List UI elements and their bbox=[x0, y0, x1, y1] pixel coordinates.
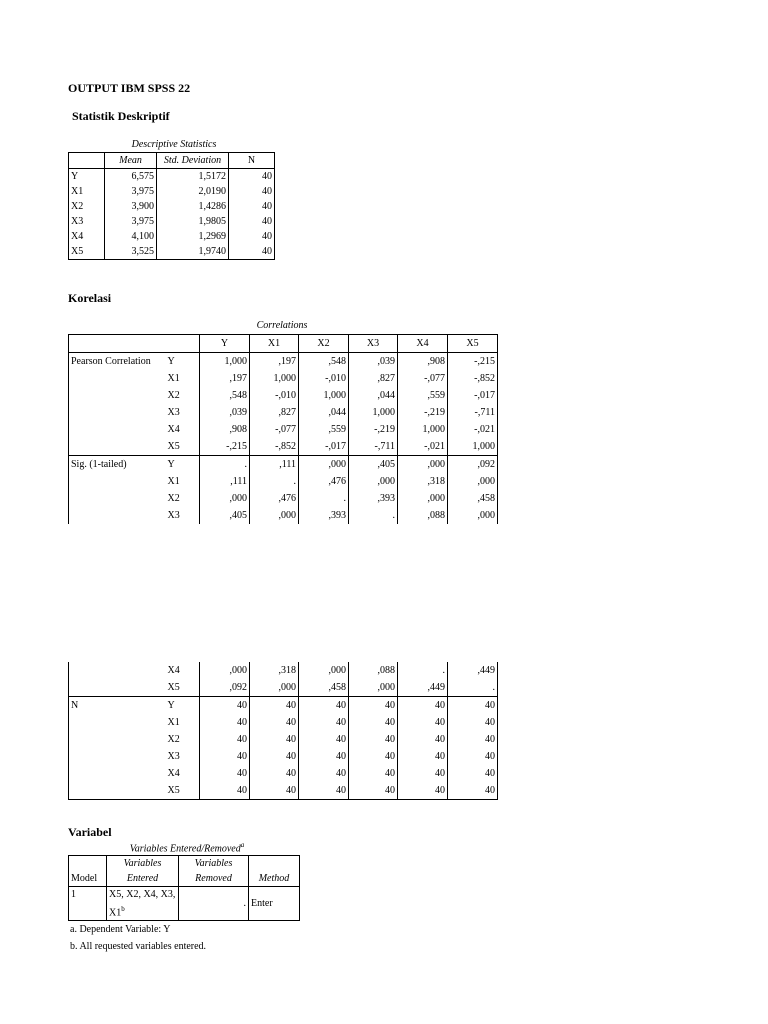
correlation-cell: 40 bbox=[349, 714, 398, 731]
table-row bbox=[69, 697, 498, 715]
table-row bbox=[69, 765, 498, 782]
group-label-pearson bbox=[69, 370, 166, 387]
variables-removed-value: . bbox=[179, 887, 249, 921]
correlation-cell: -,711 bbox=[349, 438, 398, 456]
table-row bbox=[69, 679, 498, 697]
variable-label: X2 bbox=[166, 490, 200, 507]
correlation-cell: 40 bbox=[349, 765, 398, 782]
variable-label: X4 bbox=[166, 765, 200, 782]
variable-label: X3 bbox=[166, 404, 200, 421]
section-variables-title: Variabel bbox=[68, 825, 112, 839]
std-deviation-value: 1,9805 bbox=[157, 214, 229, 229]
correlation-cell: -,077 bbox=[398, 370, 448, 387]
correlation-cell: -,219 bbox=[398, 404, 448, 421]
correlation-cell: 40 bbox=[398, 714, 448, 731]
correlation-cell: 40 bbox=[200, 748, 250, 765]
variable-label: X2 bbox=[166, 387, 200, 404]
correlation-cell: . bbox=[250, 473, 299, 490]
variable-label: X1 bbox=[166, 473, 200, 490]
column-header: X1 bbox=[250, 335, 299, 353]
correlation-cell: ,044 bbox=[349, 387, 398, 404]
correlation-cell: ,559 bbox=[299, 421, 349, 438]
correlation-cell: 40 bbox=[448, 697, 498, 715]
correlation-cell: ,197 bbox=[200, 370, 250, 387]
group-label-pearson bbox=[69, 387, 166, 404]
variable-label: X3 bbox=[166, 507, 200, 524]
correlation-cell: ,092 bbox=[448, 456, 498, 474]
correlation-cell: ,044 bbox=[299, 404, 349, 421]
group-label-n bbox=[69, 765, 166, 782]
footnote-a: a. Dependent Variable: Y bbox=[70, 924, 171, 935]
correlation-cell: 1,000 bbox=[349, 404, 398, 421]
correlation-cell: ,000 bbox=[398, 490, 448, 507]
correlation-cell: -,215 bbox=[200, 438, 250, 456]
correlation-cell: ,318 bbox=[398, 473, 448, 490]
correlation-cell: 40 bbox=[250, 782, 299, 800]
std-deviation-value: 1,4286 bbox=[157, 199, 229, 214]
correlation-cell: -,711 bbox=[448, 404, 498, 421]
descriptive-table bbox=[68, 152, 275, 260]
correlation-cell: 40 bbox=[299, 765, 349, 782]
footnote-b: b. All requested variables entered. bbox=[70, 941, 207, 952]
correlation-cell: -,017 bbox=[299, 438, 349, 456]
table-row bbox=[69, 438, 498, 456]
group-label-n bbox=[69, 731, 166, 748]
variable-label: X1 bbox=[166, 370, 200, 387]
correlation-cell: 40 bbox=[448, 714, 498, 731]
variables-table bbox=[68, 855, 300, 921]
group-label-sig bbox=[69, 507, 166, 524]
group-label-pearson: Pearson Correlation bbox=[69, 353, 166, 371]
correlation-cell: ,111 bbox=[200, 473, 250, 490]
header-mean: Mean bbox=[105, 153, 157, 169]
correlation-cell: ,548 bbox=[200, 387, 250, 404]
table-row bbox=[69, 782, 498, 800]
table-row bbox=[69, 490, 498, 507]
correlation-cell: -,010 bbox=[299, 370, 349, 387]
correlation-cell: -,010 bbox=[250, 387, 299, 404]
group-label-sig-continued bbox=[69, 679, 166, 697]
n-value: 40 bbox=[229, 199, 275, 214]
n-value: 40 bbox=[229, 214, 275, 229]
header-variables-removed: Variables Removed bbox=[179, 856, 249, 887]
n-value: 40 bbox=[229, 169, 275, 185]
correlation-cell: 40 bbox=[448, 748, 498, 765]
table-row bbox=[69, 473, 498, 490]
correlation-cell: ,393 bbox=[349, 490, 398, 507]
variable-label: X1 bbox=[166, 714, 200, 731]
variable-label: Y bbox=[166, 456, 200, 474]
model-value: 1 bbox=[69, 887, 107, 921]
correlation-cell: ,000 bbox=[200, 662, 250, 679]
table-row bbox=[69, 244, 275, 260]
correlation-cell: 1,000 bbox=[299, 387, 349, 404]
correlation-cell: 1,000 bbox=[250, 370, 299, 387]
header-method: Method bbox=[249, 856, 300, 887]
correlation-cell: ,449 bbox=[448, 662, 498, 679]
variable-label: X5 bbox=[166, 438, 200, 456]
row-label: X1 bbox=[69, 184, 105, 199]
table-row bbox=[69, 404, 498, 421]
correlation-cell: ,449 bbox=[398, 679, 448, 697]
correlation-cell: 40 bbox=[398, 731, 448, 748]
row-label: X2 bbox=[69, 199, 105, 214]
n-value: 40 bbox=[229, 229, 275, 244]
correlation-cell: 40 bbox=[349, 748, 398, 765]
group-label-pearson bbox=[69, 404, 166, 421]
correlation-cell: ,000 bbox=[349, 473, 398, 490]
correlation-cell: 40 bbox=[448, 782, 498, 800]
correlation-cell: 40 bbox=[250, 765, 299, 782]
mean-value: 3,975 bbox=[105, 184, 157, 199]
correlation-cell: ,111 bbox=[250, 456, 299, 474]
correlation-cell: ,197 bbox=[250, 353, 299, 371]
correlation-cell: ,476 bbox=[299, 473, 349, 490]
n-value: 40 bbox=[229, 184, 275, 199]
header-variables-entered: Variables Entered bbox=[107, 856, 179, 887]
correlation-cell: -,852 bbox=[448, 370, 498, 387]
row-label: Y bbox=[69, 169, 105, 185]
group-label-n bbox=[69, 714, 166, 731]
correlation-cell: ,405 bbox=[349, 456, 398, 474]
group-label-sig bbox=[69, 490, 166, 507]
group-label-n bbox=[69, 782, 166, 800]
column-header: X2 bbox=[299, 335, 349, 353]
correlation-cell: 40 bbox=[200, 782, 250, 800]
correlation-cell: ,318 bbox=[250, 662, 299, 679]
correlation-cell: 40 bbox=[299, 782, 349, 800]
correlation-cell: 40 bbox=[349, 731, 398, 748]
correlation-cell: ,405 bbox=[200, 507, 250, 524]
correlations-table-top bbox=[68, 334, 498, 524]
group-label-sig: Sig. (1-tailed) bbox=[69, 456, 166, 474]
correlation-cell: ,476 bbox=[250, 490, 299, 507]
group-label-sig-continued bbox=[69, 662, 166, 679]
group-label-pearson bbox=[69, 421, 166, 438]
column-header: Y bbox=[200, 335, 250, 353]
variable-label: X5 bbox=[166, 782, 200, 800]
std-deviation-value: 1,5172 bbox=[157, 169, 229, 185]
correlation-cell: . bbox=[349, 507, 398, 524]
correlation-cell: 40 bbox=[448, 731, 498, 748]
correlation-cell: 40 bbox=[398, 697, 448, 715]
descriptive-caption: Descriptive Statistics bbox=[131, 139, 217, 150]
column-header: X5 bbox=[448, 335, 498, 353]
correlation-cell: ,000 bbox=[200, 490, 250, 507]
correlation-cell: 40 bbox=[299, 714, 349, 731]
mean-value: 6,575 bbox=[105, 169, 157, 185]
correlation-cell: 40 bbox=[349, 697, 398, 715]
table-row bbox=[69, 507, 498, 524]
mean-value: 3,975 bbox=[105, 214, 157, 229]
mean-value: 4,100 bbox=[105, 229, 157, 244]
table-row bbox=[69, 370, 498, 387]
correlation-cell: ,458 bbox=[448, 490, 498, 507]
correlation-cell: ,092 bbox=[200, 679, 250, 697]
correlation-cell: -,852 bbox=[250, 438, 299, 456]
correlation-cell: ,559 bbox=[398, 387, 448, 404]
correlation-cell: ,000 bbox=[349, 679, 398, 697]
correlation-cell: 1,000 bbox=[448, 438, 498, 456]
table-row bbox=[69, 662, 498, 679]
descriptive-header-row bbox=[69, 153, 275, 169]
table-row bbox=[69, 353, 498, 371]
correlation-cell: -,215 bbox=[448, 353, 498, 371]
variable-label: X2 bbox=[166, 731, 200, 748]
std-deviation-value: 1,2969 bbox=[157, 229, 229, 244]
correlation-cell: 40 bbox=[250, 748, 299, 765]
correlation-cell: 40 bbox=[250, 697, 299, 715]
variables-entered-value: X5, X2, X4, X3, X1$^b$ bbox=[107, 887, 179, 921]
table-row bbox=[69, 199, 275, 214]
correlation-cell: 40 bbox=[250, 714, 299, 731]
correlation-cell: 40 bbox=[250, 731, 299, 748]
variable-label: X4 bbox=[166, 421, 200, 438]
variable-label: X3 bbox=[166, 748, 200, 765]
correlation-cell: 40 bbox=[349, 782, 398, 800]
correlation-cell: . bbox=[299, 490, 349, 507]
group-label-n: N bbox=[69, 697, 166, 715]
group-label-pearson bbox=[69, 438, 166, 456]
correlation-cell: 40 bbox=[200, 714, 250, 731]
table-row bbox=[69, 184, 275, 199]
correlation-cell: ,088 bbox=[349, 662, 398, 679]
page-heading: OUTPUT IBM SPSS 22 bbox=[68, 81, 191, 95]
correlation-cell: -,017 bbox=[448, 387, 498, 404]
correlation-cell: ,548 bbox=[299, 353, 349, 371]
table-row bbox=[69, 387, 498, 404]
correlation-cell: ,000 bbox=[299, 456, 349, 474]
correlation-cell: ,000 bbox=[250, 507, 299, 524]
correlation-cell: 1,000 bbox=[398, 421, 448, 438]
method-value: Enter bbox=[249, 887, 300, 921]
correlation-cell: 40 bbox=[398, 782, 448, 800]
variable-label: Y bbox=[166, 353, 200, 371]
table-row bbox=[69, 714, 498, 731]
correlations-table-bottom bbox=[68, 662, 498, 800]
std-deviation-value: 2,0190 bbox=[157, 184, 229, 199]
correlation-cell: 40 bbox=[448, 765, 498, 782]
header-std-deviation: Std. Deviation bbox=[157, 153, 229, 169]
table-row bbox=[69, 456, 498, 474]
correlation-cell: 40 bbox=[299, 731, 349, 748]
variables-header-row bbox=[69, 856, 300, 887]
correlation-cell: -,077 bbox=[250, 421, 299, 438]
mean-value: 3,525 bbox=[105, 244, 157, 260]
correlation-cell: ,827 bbox=[349, 370, 398, 387]
correlation-cell: ,458 bbox=[299, 679, 349, 697]
correlation-cell: ,039 bbox=[349, 353, 398, 371]
correlation-cell: 40 bbox=[299, 748, 349, 765]
correlation-cell: ,827 bbox=[250, 404, 299, 421]
table-row bbox=[69, 748, 498, 765]
row-label: X5 bbox=[69, 244, 105, 260]
correlation-cell: ,908 bbox=[398, 353, 448, 371]
variable-label: X4 bbox=[166, 662, 200, 679]
header-n: N bbox=[229, 153, 275, 169]
table-row bbox=[69, 421, 498, 438]
correlation-cell: ,000 bbox=[299, 662, 349, 679]
correlation-cell: -,021 bbox=[448, 421, 498, 438]
correlations-caption: Correlations bbox=[256, 320, 308, 331]
correlation-cell: 40 bbox=[398, 748, 448, 765]
correlation-cell: ,908 bbox=[200, 421, 250, 438]
column-header: X3 bbox=[349, 335, 398, 353]
variable-label: X5 bbox=[166, 679, 200, 697]
correlation-cell: ,000 bbox=[448, 507, 498, 524]
correlation-cell: . bbox=[200, 456, 250, 474]
mean-value: 3,900 bbox=[105, 199, 157, 214]
correlation-cell: 40 bbox=[200, 731, 250, 748]
correlation-cell: ,039 bbox=[200, 404, 250, 421]
correlation-cell: ,000 bbox=[398, 456, 448, 474]
section-correlation-title: Korelasi bbox=[68, 291, 112, 305]
correlation-cell: 40 bbox=[299, 697, 349, 715]
correlation-cell: ,393 bbox=[299, 507, 349, 524]
correlation-cell: . bbox=[398, 662, 448, 679]
correlation-cell: ,000 bbox=[448, 473, 498, 490]
table-row bbox=[69, 731, 498, 748]
section-descriptive-title: Statistik Deskriptif bbox=[72, 109, 170, 123]
variables-row bbox=[69, 887, 300, 921]
group-label-sig bbox=[69, 473, 166, 490]
table-row bbox=[69, 229, 275, 244]
column-header: X4 bbox=[398, 335, 448, 353]
correlation-cell: ,088 bbox=[398, 507, 448, 524]
table-row bbox=[69, 214, 275, 229]
correlation-cell: -,021 bbox=[398, 438, 448, 456]
correlation-cell: 40 bbox=[200, 697, 250, 715]
row-label: X4 bbox=[69, 229, 105, 244]
correlations-header-row bbox=[69, 335, 498, 353]
header-model: Model bbox=[69, 856, 107, 887]
correlation-cell: 40 bbox=[398, 765, 448, 782]
correlation-cell: 40 bbox=[200, 765, 250, 782]
correlation-cell: -,219 bbox=[349, 421, 398, 438]
group-label-n bbox=[69, 748, 166, 765]
correlation-cell: ,000 bbox=[250, 679, 299, 697]
correlation-cell: 1,000 bbox=[200, 353, 250, 371]
table-row bbox=[69, 169, 275, 185]
row-label: X3 bbox=[69, 214, 105, 229]
n-value: 40 bbox=[229, 244, 275, 260]
std-deviation-value: 1,9740 bbox=[157, 244, 229, 260]
correlation-cell: . bbox=[448, 679, 498, 697]
variable-label: Y bbox=[166, 697, 200, 715]
variables-caption: Variables Entered/Removed$^a$ bbox=[129, 841, 245, 855]
